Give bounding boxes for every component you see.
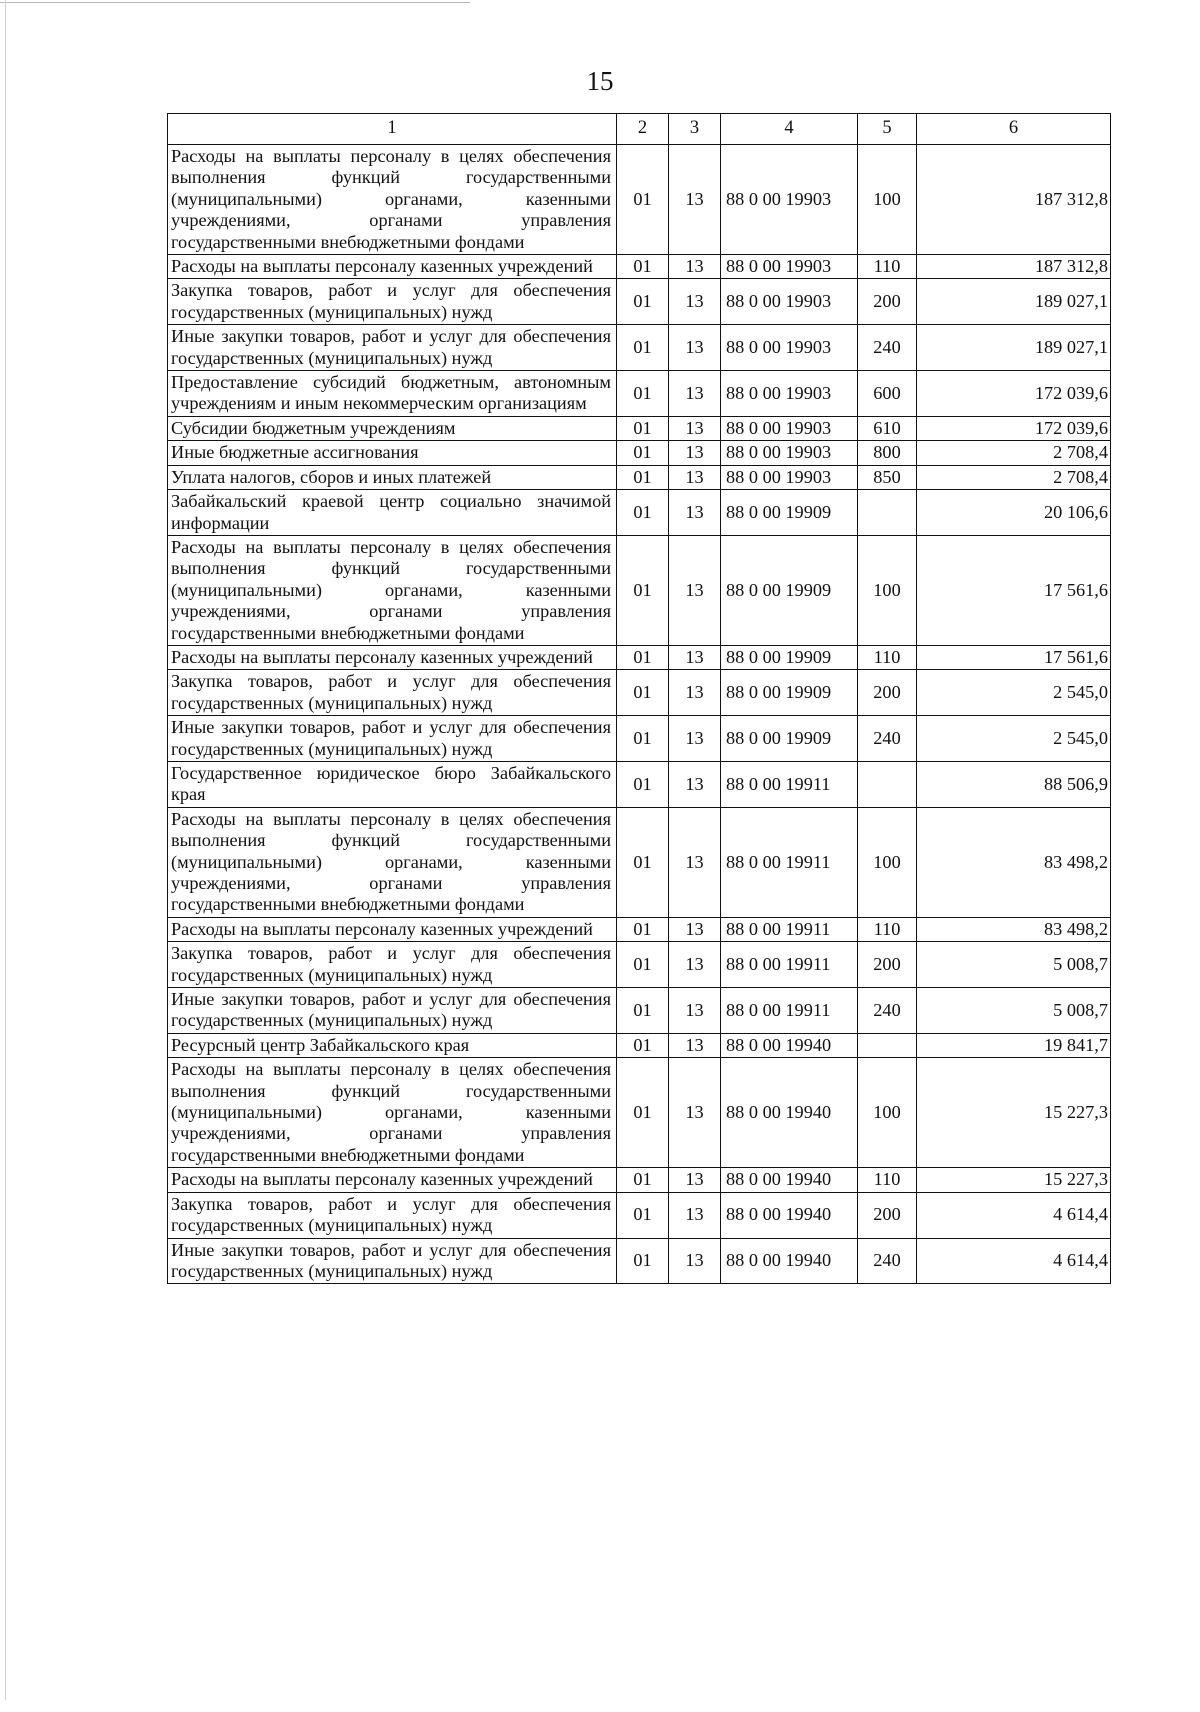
cell-name: Иные бюджетные ассигнования xyxy=(168,441,617,465)
cell-name: Иные закупки товаров, работ и услуг для обеспечения государственных (муниципальных) нужд xyxy=(168,716,617,762)
cell-target-article: 88 0 00 19911 xyxy=(721,917,858,941)
cell-name: Уплата налогов, сборов и иных платежей xyxy=(168,465,617,489)
scan-edge-line xyxy=(0,2,470,3)
cell-target-article: 88 0 00 19911 xyxy=(721,761,858,807)
cell-name: Закупка товаров, работ и услуг для обеспечения государственных (муниципальных) нужд xyxy=(168,279,617,325)
table-row xyxy=(168,716,1111,762)
header-col-subsection: 3 xyxy=(669,114,721,145)
cell-section: 01 xyxy=(617,325,669,371)
table-row xyxy=(168,371,1111,417)
cell-subsection: 13 xyxy=(669,441,721,465)
scan-margin-line xyxy=(5,0,6,1700)
cell-expense-type: 200 xyxy=(858,670,917,716)
cell-expense-type xyxy=(858,761,917,807)
cell-name: Расходы на выплаты персоналу казенных учреждений xyxy=(168,917,617,941)
cell-target-article: 88 0 00 19911 xyxy=(721,807,858,917)
cell-amount: 83 498,2 xyxy=(917,917,1111,941)
cell-section: 01 xyxy=(617,490,669,536)
cell-expense-type: 200 xyxy=(858,942,917,988)
cell-section: 01 xyxy=(617,535,669,645)
cell-amount: 172 039,6 xyxy=(917,371,1111,417)
cell-name: Ресурсный центр Забайкальского края xyxy=(168,1033,617,1057)
cell-subsection: 13 xyxy=(669,325,721,371)
cell-expense-type xyxy=(858,1033,917,1057)
cell-subsection: 13 xyxy=(669,490,721,536)
cell-name: Забайкальский краевой центр социально значимой информации xyxy=(168,490,617,536)
cell-target-article: 88 0 00 19909 xyxy=(721,716,858,762)
cell-section: 01 xyxy=(617,761,669,807)
cell-target-article: 88 0 00 19940 xyxy=(721,1058,858,1168)
cell-subsection: 13 xyxy=(669,761,721,807)
cell-section: 01 xyxy=(617,255,669,279)
budget-table xyxy=(167,113,1111,1284)
cell-amount: 20 106,6 xyxy=(917,490,1111,536)
table-row xyxy=(168,917,1111,941)
cell-target-article: 88 0 00 19903 xyxy=(721,465,858,489)
cell-name: Расходы на выплаты персоналу в целях обеспечения выполнения функций государственными (муниципальными) органами, казенными учреждениями, органами управления государственными внебюджетными фондами xyxy=(168,1058,617,1168)
cell-expense-type: 100 xyxy=(858,807,917,917)
cell-target-article: 88 0 00 19903 xyxy=(721,145,858,255)
cell-section: 01 xyxy=(617,942,669,988)
cell-name: Расходы на выплаты персоналу казенных учреждений xyxy=(168,255,617,279)
cell-target-article: 88 0 00 19940 xyxy=(721,1238,858,1284)
table-row xyxy=(168,807,1111,917)
table-row xyxy=(168,1238,1111,1284)
cell-amount: 2 545,0 xyxy=(917,670,1111,716)
cell-expense-type: 110 xyxy=(858,645,917,669)
cell-amount: 5 008,7 xyxy=(917,988,1111,1034)
table-row xyxy=(168,1058,1111,1168)
cell-target-article: 88 0 00 19911 xyxy=(721,988,858,1034)
cell-name: Закупка товаров, работ и услуг для обеспечения государственных (муниципальных) нужд xyxy=(168,670,617,716)
cell-amount: 15 227,3 xyxy=(917,1168,1111,1192)
cell-name: Государственное юридическое бюро Забайкальского края xyxy=(168,761,617,807)
cell-expense-type: 200 xyxy=(858,1192,917,1238)
cell-name: Закупка товаров, работ и услуг для обеспечения государственных (муниципальных) нужд xyxy=(168,1192,617,1238)
cell-amount: 4 614,4 xyxy=(917,1238,1111,1284)
cell-subsection: 13 xyxy=(669,917,721,941)
cell-name: Расходы на выплаты персоналу казенных учреждений xyxy=(168,1168,617,1192)
cell-section: 01 xyxy=(617,145,669,255)
cell-target-article: 88 0 00 19903 xyxy=(721,441,858,465)
cell-name: Субсидии бюджетным учреждениям xyxy=(168,416,617,440)
table-row xyxy=(168,535,1111,645)
cell-expense-type: 850 xyxy=(858,465,917,489)
cell-target-article: 88 0 00 19909 xyxy=(721,490,858,536)
page-number: 15 xyxy=(586,66,614,96)
table-body xyxy=(168,145,1111,1284)
cell-amount: 189 027,1 xyxy=(917,279,1111,325)
header-col-name: 1 xyxy=(168,114,617,145)
cell-section: 01 xyxy=(617,279,669,325)
cell-expense-type: 610 xyxy=(858,416,917,440)
cell-subsection: 13 xyxy=(669,942,721,988)
cell-amount: 5 008,7 xyxy=(917,942,1111,988)
table-row xyxy=(168,441,1111,465)
cell-target-article: 88 0 00 19909 xyxy=(721,535,858,645)
cell-section: 01 xyxy=(617,416,669,440)
header-col-amount: 6 xyxy=(917,114,1111,145)
table-row xyxy=(168,325,1111,371)
cell-subsection: 13 xyxy=(669,988,721,1034)
cell-expense-type: 240 xyxy=(858,988,917,1034)
cell-target-article: 88 0 00 19909 xyxy=(721,645,858,669)
header-col-target-article: 4 xyxy=(721,114,858,145)
cell-amount: 172 039,6 xyxy=(917,416,1111,440)
cell-name: Закупка товаров, работ и услуг для обеспечения государственных (муниципальных) нужд xyxy=(168,942,617,988)
cell-expense-type: 240 xyxy=(858,325,917,371)
table-row xyxy=(168,255,1111,279)
cell-target-article: 88 0 00 19903 xyxy=(721,325,858,371)
cell-target-article: 88 0 00 19909 xyxy=(721,670,858,716)
cell-target-article: 88 0 00 19940 xyxy=(721,1033,858,1057)
cell-subsection: 13 xyxy=(669,1192,721,1238)
cell-subsection: 13 xyxy=(669,716,721,762)
cell-subsection: 13 xyxy=(669,535,721,645)
cell-subsection: 13 xyxy=(669,1033,721,1057)
cell-target-article: 88 0 00 19940 xyxy=(721,1192,858,1238)
cell-target-article: 88 0 00 19903 xyxy=(721,416,858,440)
table-row xyxy=(168,942,1111,988)
cell-amount: 4 614,4 xyxy=(917,1192,1111,1238)
cell-subsection: 13 xyxy=(669,279,721,325)
cell-name: Предоставление субсидий бюджетным, автономным учреждениям и иным некоммерческим организациям xyxy=(168,371,617,417)
cell-expense-type xyxy=(858,490,917,536)
cell-section: 01 xyxy=(617,670,669,716)
cell-name: Расходы на выплаты персоналу казенных учреждений xyxy=(168,645,617,669)
cell-amount: 189 027,1 xyxy=(917,325,1111,371)
cell-expense-type: 100 xyxy=(858,535,917,645)
cell-section: 01 xyxy=(617,917,669,941)
cell-section: 01 xyxy=(617,1033,669,1057)
table-row xyxy=(168,761,1111,807)
cell-amount: 187 312,8 xyxy=(917,255,1111,279)
table-row xyxy=(168,145,1111,255)
cell-expense-type: 110 xyxy=(858,917,917,941)
table-row xyxy=(168,1192,1111,1238)
table-row xyxy=(168,465,1111,489)
cell-section: 01 xyxy=(617,441,669,465)
cell-subsection: 13 xyxy=(669,670,721,716)
cell-section: 01 xyxy=(617,1168,669,1192)
cell-subsection: 13 xyxy=(669,807,721,917)
cell-name: Расходы на выплаты персоналу в целях обеспечения выполнения функций государственными (муниципальными) органами, казенными учреждениями, органами управления государственными внебюджетными фондами xyxy=(168,807,617,917)
cell-amount: 88 506,9 xyxy=(917,761,1111,807)
cell-amount: 17 561,6 xyxy=(917,535,1111,645)
cell-section: 01 xyxy=(617,1192,669,1238)
table-row xyxy=(168,279,1111,325)
cell-target-article: 88 0 00 19903 xyxy=(721,371,858,417)
cell-amount: 2 545,0 xyxy=(917,716,1111,762)
cell-subsection: 13 xyxy=(669,465,721,489)
cell-subsection: 13 xyxy=(669,1238,721,1284)
cell-target-article: 88 0 00 19903 xyxy=(721,279,858,325)
cell-amount: 19 841,7 xyxy=(917,1033,1111,1057)
cell-expense-type: 110 xyxy=(858,1168,917,1192)
cell-section: 01 xyxy=(617,371,669,417)
table-row xyxy=(168,988,1111,1034)
cell-subsection: 13 xyxy=(669,645,721,669)
cell-name: Иные закупки товаров, работ и услуг для обеспечения государственных (муниципальных) нужд xyxy=(168,325,617,371)
header-col-section: 2 xyxy=(617,114,669,145)
cell-name: Иные закупки товаров, работ и услуг для обеспечения государственных (муниципальных) нужд xyxy=(168,1238,617,1284)
cell-subsection: 13 xyxy=(669,371,721,417)
cell-section: 01 xyxy=(617,1238,669,1284)
cell-name: Иные закупки товаров, работ и услуг для обеспечения государственных (муниципальных) нужд xyxy=(168,988,617,1034)
cell-section: 01 xyxy=(617,1058,669,1168)
table-row xyxy=(168,416,1111,440)
cell-amount: 83 498,2 xyxy=(917,807,1111,917)
table-header-row xyxy=(168,114,1111,145)
cell-target-article: 88 0 00 19903 xyxy=(721,255,858,279)
cell-expense-type: 240 xyxy=(858,716,917,762)
cell-amount: 15 227,3 xyxy=(917,1058,1111,1168)
cell-amount: 187 312,8 xyxy=(917,145,1111,255)
cell-section: 01 xyxy=(617,645,669,669)
cell-expense-type: 800 xyxy=(858,441,917,465)
cell-expense-type: 100 xyxy=(858,1058,917,1168)
cell-name: Расходы на выплаты персоналу в целях обеспечения выполнения функций государственными (муниципальными) органами, казенными учреждениями, органами управления государственными внебюджетными фондами xyxy=(168,535,617,645)
cell-section: 01 xyxy=(617,716,669,762)
cell-expense-type: 110 xyxy=(858,255,917,279)
cell-amount: 17 561,6 xyxy=(917,645,1111,669)
table-row xyxy=(168,1168,1111,1192)
cell-expense-type: 200 xyxy=(858,279,917,325)
table-row xyxy=(168,670,1111,716)
cell-section: 01 xyxy=(617,807,669,917)
cell-amount: 2 708,4 xyxy=(917,465,1111,489)
table-row xyxy=(168,645,1111,669)
cell-subsection: 13 xyxy=(669,1168,721,1192)
cell-expense-type: 240 xyxy=(858,1238,917,1284)
table-row xyxy=(168,1033,1111,1057)
cell-amount: 2 708,4 xyxy=(917,441,1111,465)
cell-subsection: 13 xyxy=(669,255,721,279)
cell-target-article: 88 0 00 19911 xyxy=(721,942,858,988)
cell-name: Расходы на выплаты персоналу в целях обеспечения выполнения функций государственными (муниципальными) органами, казенными учреждениями, органами управления государственными внебюджетными фондами xyxy=(168,145,617,255)
cell-expense-type: 600 xyxy=(858,371,917,417)
cell-subsection: 13 xyxy=(669,416,721,440)
cell-target-article: 88 0 00 19940 xyxy=(721,1168,858,1192)
header-col-expense-type: 5 xyxy=(858,114,917,145)
cell-section: 01 xyxy=(617,988,669,1034)
cell-subsection: 13 xyxy=(669,145,721,255)
cell-section: 01 xyxy=(617,465,669,489)
cell-subsection: 13 xyxy=(669,1058,721,1168)
table-row xyxy=(168,490,1111,536)
cell-expense-type: 100 xyxy=(858,145,917,255)
